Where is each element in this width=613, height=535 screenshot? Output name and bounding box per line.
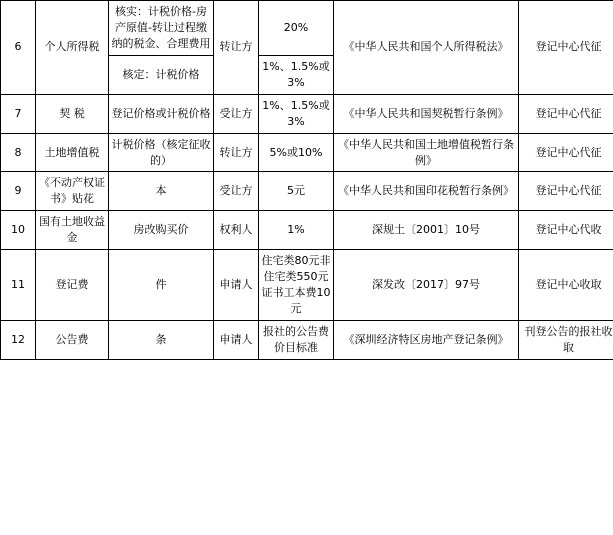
collecting-agency: 登记中心代征 <box>519 172 613 211</box>
row-number: 9 <box>1 172 36 211</box>
fee-base: 核实：计税价格-房产原值-转让过程缴纳的税金、合理费用 <box>109 1 214 56</box>
table-row <box>1 94 613 133</box>
fee-rate: 20% <box>259 1 334 56</box>
fee-base: 件 <box>109 250 214 321</box>
table-row <box>1 250 613 321</box>
collecting-agency: 登记中心代征 <box>519 94 613 133</box>
fee-base: 条 <box>109 320 214 359</box>
fee-payer: 转让方 <box>214 1 259 95</box>
table-row <box>1 133 613 172</box>
fee-item-name: 土地增值税 <box>36 133 109 172</box>
fee-item-name: 登记费 <box>36 250 109 321</box>
fee-rate: 报社的公告费价目标准 <box>259 320 334 359</box>
legal-basis: 《中华人民共和国印花税暂行条例》 <box>334 172 519 211</box>
table-row <box>1 320 613 359</box>
collecting-agency: 刊登公告的报社收取 <box>519 320 613 359</box>
table-row <box>1 172 613 211</box>
table-row <box>1 211 613 250</box>
fee-base: 计税价格（核定征收的） <box>109 133 214 172</box>
fee-item-name: 《不动产权证书》贴花 <box>36 172 109 211</box>
fee-base: 房改购买价 <box>109 211 214 250</box>
fee-rate: 1% <box>259 211 334 250</box>
fee-rate: 1%、1.5%或3% <box>259 94 334 133</box>
collecting-agency: 登记中心代收 <box>519 211 613 250</box>
legal-basis: 深发改〔2017〕97号 <box>334 250 519 321</box>
fee-rate: 5%或10% <box>259 133 334 172</box>
row-number: 6 <box>1 1 36 95</box>
fee-base-alt: 核定：计税价格 <box>109 55 214 94</box>
row-number: 7 <box>1 94 36 133</box>
fee-item-name: 公告费 <box>36 320 109 359</box>
fee-payer: 权利人 <box>214 211 259 250</box>
fee-payer: 转让方 <box>214 133 259 172</box>
fee-payer: 申请人 <box>214 250 259 321</box>
fee-rate: 住宅类80元非住宅类550元证书工本费10元 <box>259 250 334 321</box>
collecting-agency: 登记中心代征 <box>519 133 613 172</box>
fee-payer: 受让方 <box>214 94 259 133</box>
legal-basis: 《中华人民共和国契税暂行条例》 <box>334 94 519 133</box>
fee-base: 登记价格或计税价格 <box>109 94 214 133</box>
fee-base: 本 <box>109 172 214 211</box>
fee-item-name: 国有土地收益金 <box>36 211 109 250</box>
fee-rate: 5元 <box>259 172 334 211</box>
fee-payer: 申请人 <box>214 320 259 359</box>
legal-basis: 《中华人民共和国个人所得税法》 <box>334 1 519 95</box>
row-number: 11 <box>1 250 36 321</box>
fee-item-name: 个人所得税 <box>36 1 109 95</box>
fee-item-name: 契 税 <box>36 94 109 133</box>
collecting-agency: 登记中心收取 <box>519 250 613 321</box>
legal-basis: 《深圳经济特区房地产登记条例》 <box>334 320 519 359</box>
table-row <box>1 1 613 56</box>
legal-basis: 《中华人民共和国土地增值税暂行条例》 <box>334 133 519 172</box>
row-number: 12 <box>1 320 36 359</box>
row-number: 8 <box>1 133 36 172</box>
fee-payer: 受让方 <box>214 172 259 211</box>
collecting-agency: 登记中心代征 <box>519 1 613 95</box>
fee-rate-alt: 1%、1.5%或3% <box>259 55 334 94</box>
row-number: 10 <box>1 211 36 250</box>
legal-basis: 深规土〔2001〕10号 <box>334 211 519 250</box>
